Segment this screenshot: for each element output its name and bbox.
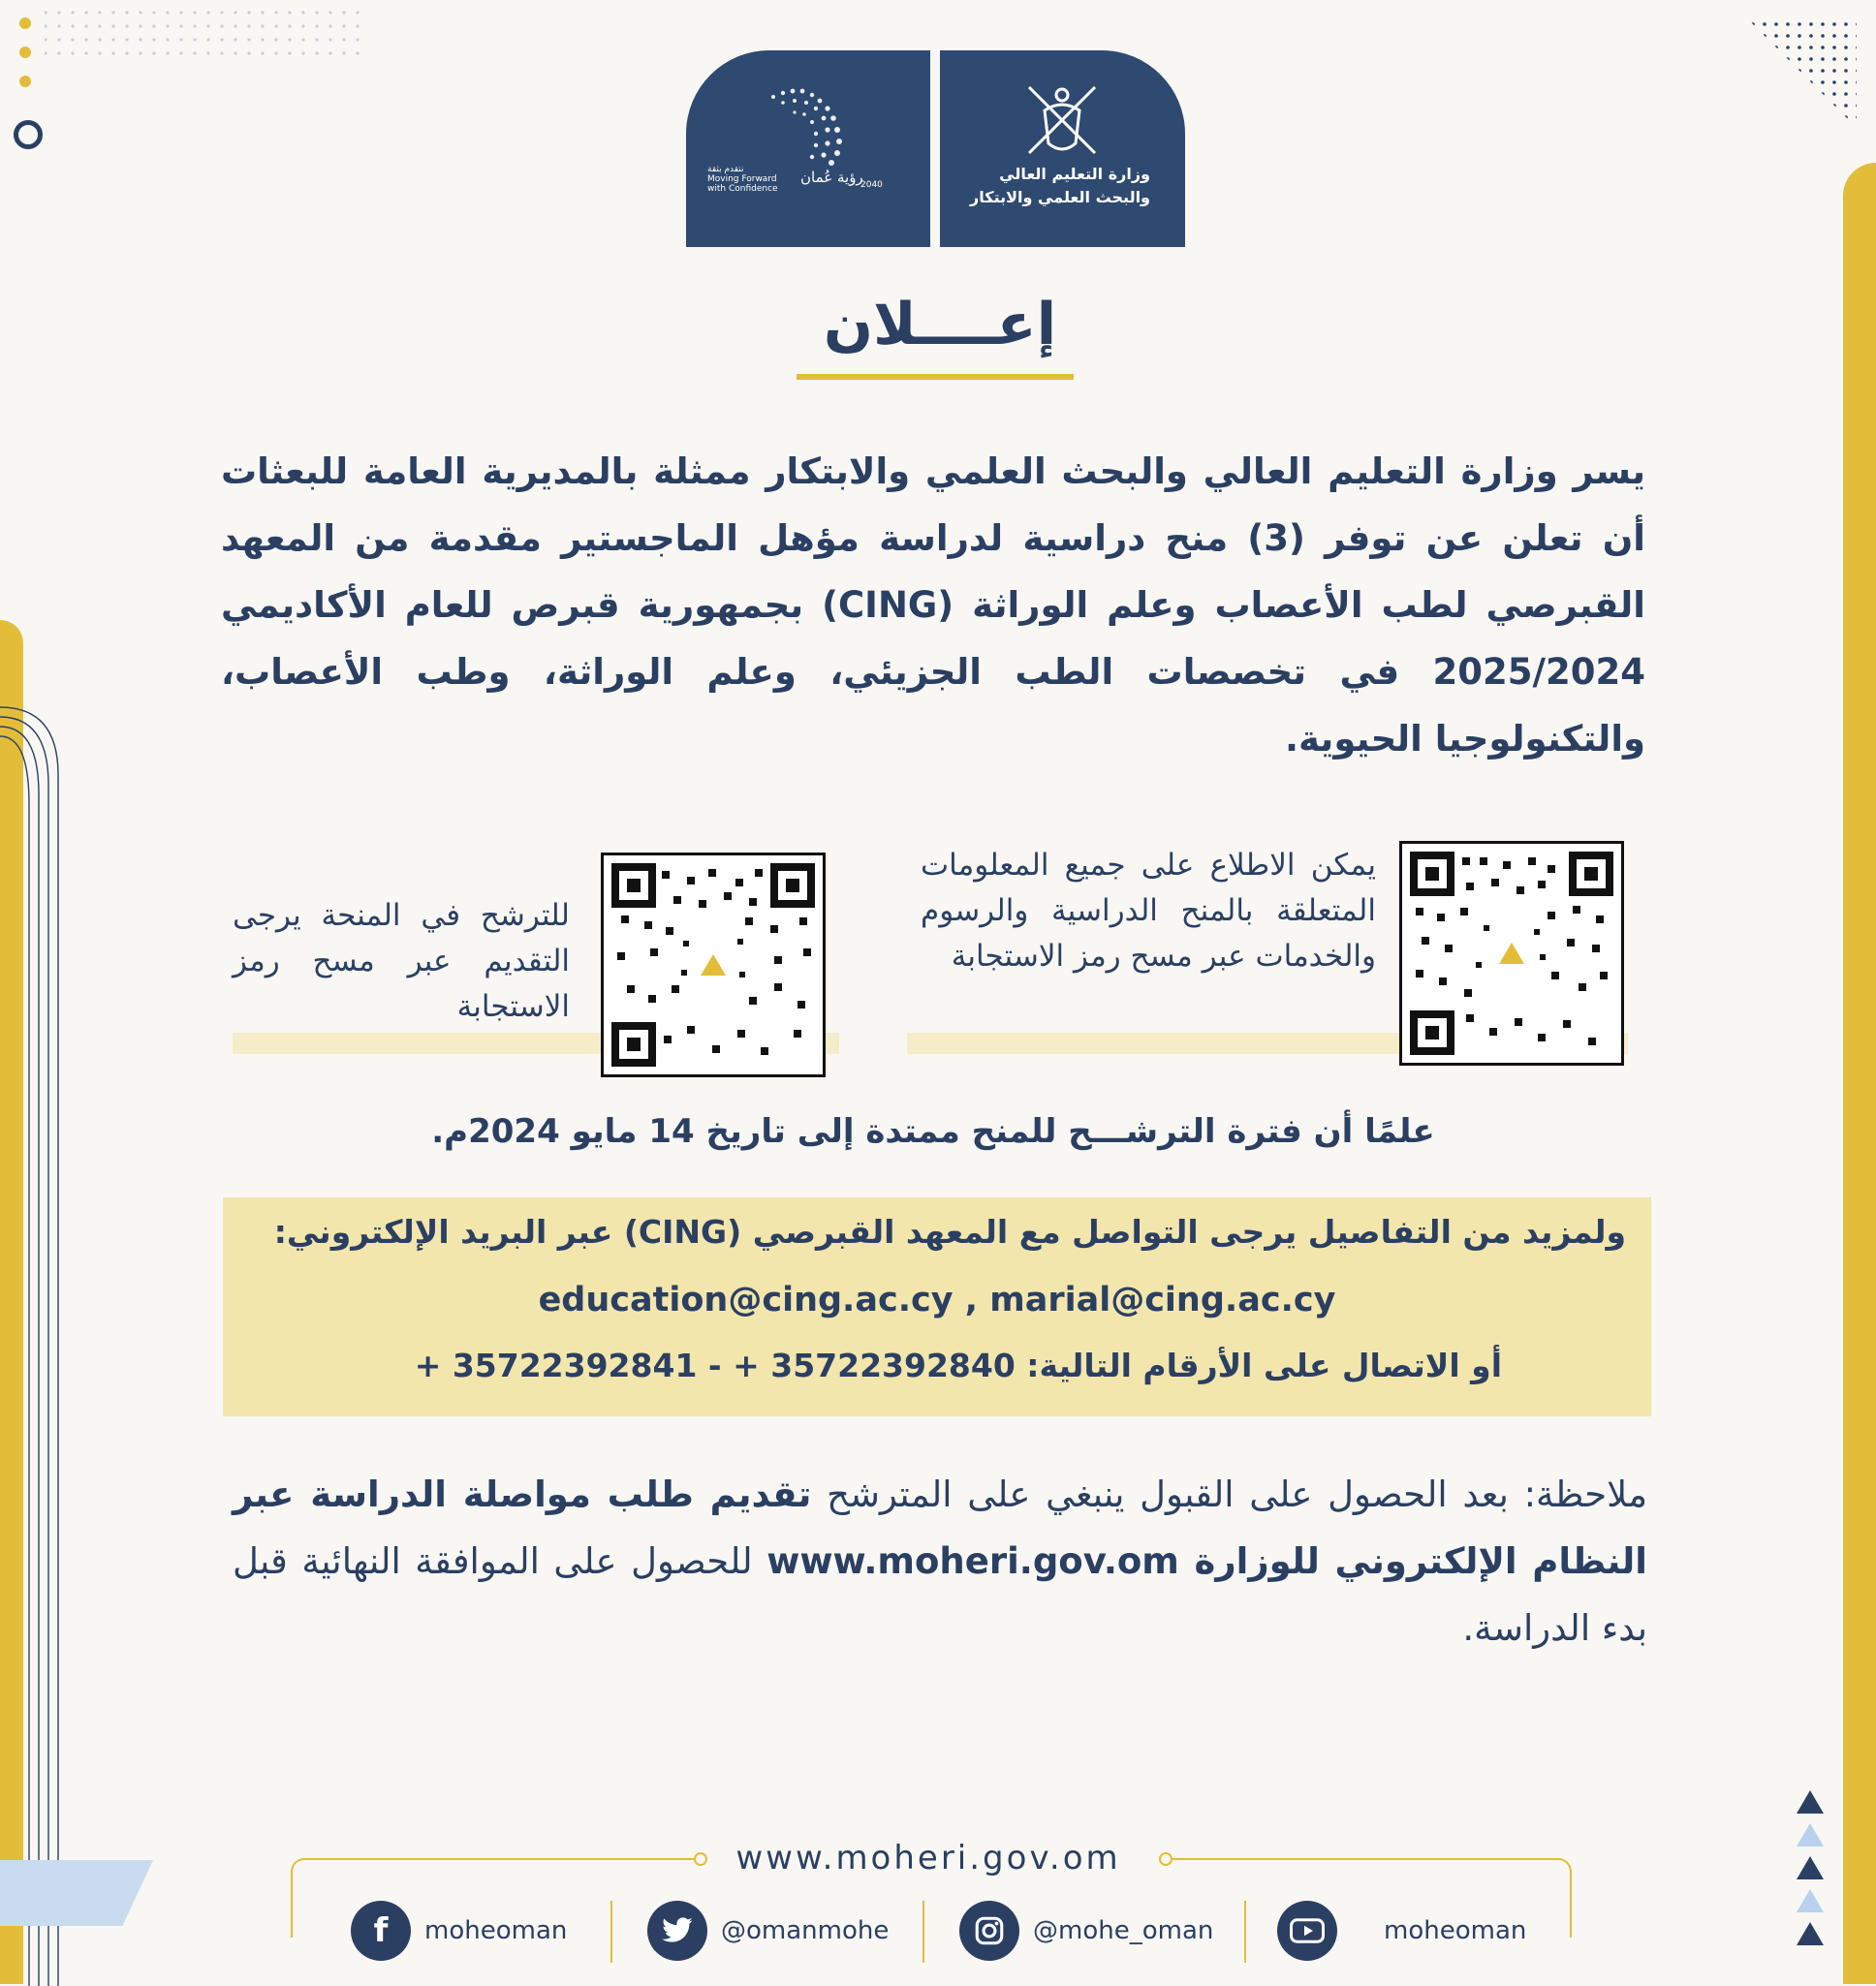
deadline-text: علمًا أن فترة الترشـــح للمنح ممتدة إلى تاريخ 14 مايو 2024م. <box>431 1112 1435 1151</box>
vision-label: رؤية عُمان <box>800 169 863 186</box>
oman-emblem-icon <box>940 50 1185 247</box>
qr-code-info[interactable] <box>1399 841 1624 1066</box>
decor-ring <box>14 120 43 149</box>
title-underline <box>797 374 1074 380</box>
qr-info-icon <box>1402 844 1621 1063</box>
decor-dot-grid-right <box>1750 21 1857 128</box>
ministry-name: وزارة التعليم العالي والبحث العلمي والابتكار <box>970 165 1150 206</box>
announcement-text: يسر وزارة التعليم العالي والبحث العلمي والابتكار ممثلة بالمديرية العامة للبعثات أن تعلن عن توفر (3) منح دراسية لدراسة مؤهل الماجستير مقدمة من المعهد القبرصي لطب الأعصاب وعلم الوراثة (CING) بجمهورية قبرص للعام الأكاديمي 2025/2024 في تخصصات الطب الجزيئي، وعلم الوراثة، وطب الأعصاب، والتكنولوجيا الحيوية. <box>221 450 1645 760</box>
vision-year: 2040 <box>860 180 883 190</box>
decor-right-bar <box>1843 163 1876 1984</box>
qr-apply-icon <box>604 855 823 1074</box>
page-title: إعــــلان <box>823 291 1057 358</box>
youtube-icon <box>1277 1901 1337 1961</box>
instagram-handle: @mohe_oman <box>1033 1916 1214 1945</box>
contact-phones: أو الاتصال على الأرقام التالية: 35722392840 + - 35722392841 + <box>414 1347 1502 1384</box>
vision-tagline: نتقدم بثقة Moving Forward with Confidence <box>707 165 778 194</box>
social-facebook[interactable] <box>351 1901 567 1961</box>
twitter-handle: @omanmohe <box>721 1916 890 1945</box>
social-instagram[interactable] <box>959 1901 1213 1961</box>
vision-2040-logo <box>686 50 930 247</box>
footer-dot-right <box>1159 1852 1172 1866</box>
social-twitter[interactable] <box>647 1901 889 1961</box>
note-suffix: للحصول على الموافقة النهائية قبل بدء الدراسة. <box>233 1540 1647 1649</box>
social-youtube[interactable] <box>1277 1901 1526 1961</box>
contact-intro: ولمزيد من التفاصيل يرجى التواصل مع المعهد القبرصي (CING) عبر البريد الإلكتروني: <box>273 1213 1626 1251</box>
footer-divider <box>922 1901 924 1963</box>
instagram-icon <box>959 1901 1019 1961</box>
vision-swirl-icon <box>686 50 930 247</box>
header-logos <box>686 50 1185 247</box>
ministry-logo <box>940 50 1185 247</box>
twitter-icon <box>647 1901 707 1961</box>
decor-dot-grid <box>16 10 364 87</box>
qr-code-apply[interactable] <box>601 853 826 1077</box>
decor-triangles <box>1797 1790 1824 1955</box>
decor-arcs <box>0 698 68 1986</box>
note-text <box>233 1461 1647 1661</box>
qr-info-text: يمكن الاطلاع على جميع المعلومات المتعلقة بالمنح الدراسية والرسوم والخدمات عبر مسح رمز الاستجابة <box>921 848 1376 974</box>
footer-divider <box>610 1901 612 1963</box>
qr-apply-text: للترشح في المنحة يرجى التقديم عبر مسح رمز الاستجابة <box>233 898 570 1024</box>
facebook-handle: moheoman <box>424 1916 568 1945</box>
note-prefix: ملاحظة: بعد الحصول على القبول ينبغي على المترشح <box>811 1474 1648 1515</box>
note-emphasis: تقديم طلب مواصلة الدراسة عبر النظام الإلكتروني للوزارة www.moheri.gov.om <box>233 1474 1647 1582</box>
youtube-handle: moheoman <box>1384 1916 1527 1945</box>
contact-emails[interactable]: education@cing.ac.cy , marial@cing.ac.cy <box>538 1281 1336 1319</box>
footer-divider <box>1244 1901 1246 1963</box>
facebook-icon: f <box>351 1901 411 1961</box>
decor-blue-strip <box>0 1860 153 1926</box>
footer-website-link[interactable]: www.moheri.gov.om <box>735 1839 1121 1877</box>
